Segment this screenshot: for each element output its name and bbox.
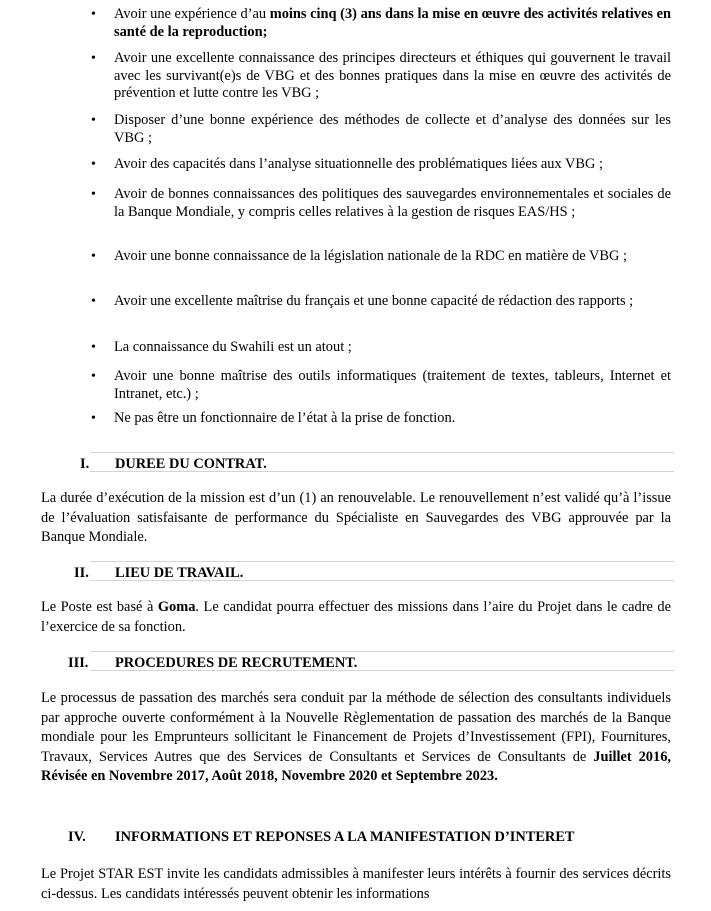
paragraph-duree: La durée d’exécution de la mission est d’un (1) an renouvelable. Le renouvellement n’est validé qu’à l’issue de l’évaluation satisfaisante de performance du Spécialiste en Sauvegardes des VBG approuvée par la Banque Mondiale. [41, 490, 671, 545]
list-item-text: Disposer d’une bonne expérience des méthodes de collecte et d’analyse des données sur les VBG ; [114, 112, 671, 146]
paragraph-informations: Le Projet STAR EST invite les candidats admissibles à manifester leurs intérêts à fournir des services décrits ci-dessus. Les candidats intéressés peuvent obtenir les informations [41, 866, 671, 902]
section-title: DUREE DU CONTRAT. [115, 456, 267, 472]
section-title: INFORMATIONS ET REPONSES A LA MANIFESTATION D’INTERET [115, 829, 575, 845]
paragraph-lieu: Le Poste est basé à Goma. Le candidat pourra effectuer des missions dans l’aire du Projet dans le cadre de l’exercice de sa fonction. [41, 599, 671, 635]
bullet-symbol: • [91, 294, 96, 309]
section-heading [0, 455, 711, 475]
list-item-text: Ne pas être un fonctionnaire de l’état à la prise de fonction. [114, 410, 456, 426]
paragraph-procedures: Le processus de passation des marchés sera conduit par la méthode de sélection des consultants individuels par approche ouverte conformément à la Nouvelle Règlementation de passation des marchés de la Banque mondiale pour les Emprunteurs sollicitant le Financement de Projets d’Investissement (FPI), Fournitures, Travaux, Services Autres que des Services de Consultants et Services de Consultants de Juillet 2016, Révisée en Novembre 2017, Août 2018, Novembre 2020 et Septembre 2023. [41, 690, 671, 784]
heading-rule [90, 670, 674, 671]
bullet-symbol: • [91, 157, 96, 172]
list-item-text: Avoir une bonne connaissance de la législation nationale de la RDC en matière de VBG ; [114, 248, 627, 264]
heading-rule [90, 651, 674, 652]
bullet-symbol: • [91, 51, 96, 66]
section-title: LIEU DE TRAVAIL. [115, 565, 244, 581]
section-heading [0, 828, 711, 848]
bullet-symbol: • [91, 411, 96, 426]
list-item-text: Avoir de bonnes connaissances des politiques des sauvegardes environnementales et sociales de la Banque Mondiale, y compris celles relatives à la gestion de risques EAS/HS ; [114, 186, 671, 220]
list-item-text: Avoir des capacités dans l’analyse situationnelle des problématiques liées aux VBG ; [114, 156, 604, 172]
heading-rule [90, 471, 674, 472]
bullet-symbol: • [91, 7, 96, 22]
bullet-symbol: • [91, 113, 96, 128]
heading-rule [90, 452, 674, 453]
section-heading [0, 564, 711, 584]
heading-rule [90, 580, 674, 581]
section-heading [0, 654, 711, 674]
list-item-text: La connaissance du Swahili est un atout ; [114, 339, 352, 355]
bullet-symbol: • [91, 340, 96, 355]
list-item-text: Avoir une expérience d’au moins cinq (3) ans dans la mise en œuvre des activités relatives en santé de la reproduction; [114, 6, 671, 40]
list-item-text: Avoir une excellente maîtrise du français et une bonne capacité de rédaction des rapports ; [114, 293, 634, 309]
section-number: II. [74, 565, 89, 581]
list-item-text: Avoir une bonne maîtrise des outils informatiques (traitement de textes, tableurs, Internet et Intranet, etc.) ; [114, 368, 671, 402]
section-number: IV. [68, 829, 86, 845]
section-number: I. [80, 456, 90, 472]
bullet-symbol: • [91, 249, 96, 264]
heading-rule [90, 561, 674, 562]
section-number: III. [68, 655, 89, 671]
bullet-symbol: • [91, 187, 96, 202]
list-item-text: Avoir une excellente connaissance des principes directeurs et éthiques qui gouvernent le travail avec les survivant(e)s de VBG et des bonnes pratiques dans la mise en œuvre des activités de prévention et lutte contre les VBG ; [114, 50, 671, 101]
section-title: PROCEDURES DE RECRUTEMENT. [115, 655, 358, 671]
bullet-symbol: • [91, 369, 96, 384]
